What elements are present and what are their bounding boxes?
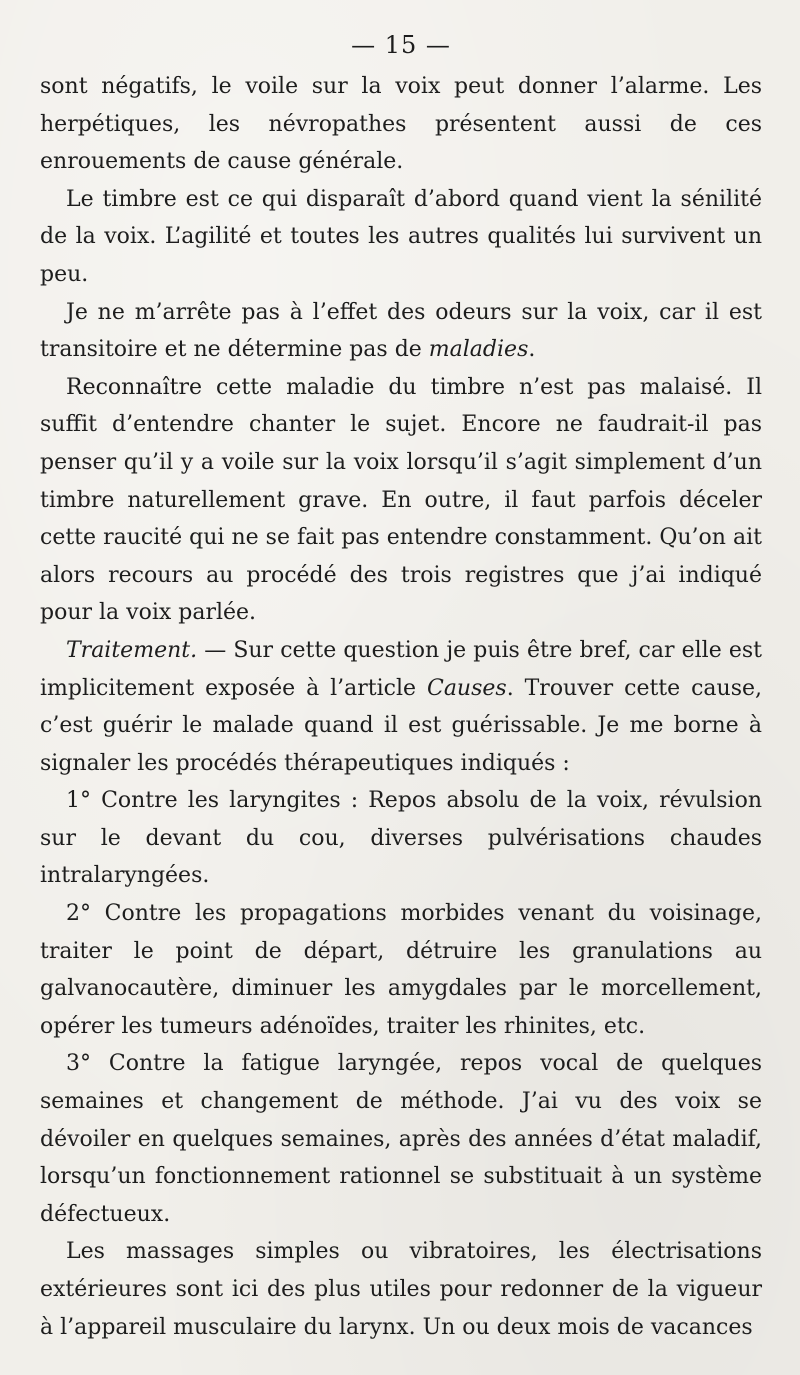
paragraph-5-text-end: . Trouver cette cause, c’est guérir le malade quand il est guérissable. Je me borne à signaler les procédés thérapeutiques indiqués : (40, 675, 762, 776)
paragraph-4-text: Reconnaître cette maladie du timbre n’est pas malaisé. Il suffit d’entendre chanter le sujet. Encore ne faudrait-il pas penser qu’il y a voile sur la voix lorsqu’il s’agit simplement d’un timbre naturellement grave. En outre, il faut parfois déceler cette raucité qui ne se fait pas entendre constamment. Qu’on ait alors recours au procédé des trois registres que j’ai indiqué pour la voix parlée. (40, 374, 762, 626)
paragraph-5-text: — Sur cette question je puis être bref, car elle est implicitement exposée à l’article (40, 637, 762, 701)
paragraph-7-text: 2° Contre les propagations morbides venant du voisinage, traiter le point de départ, détruire les granulations au galvanocautère, diminuer les amygdales par le morcellement, opérer les tumeurs adénoïdes, traiter les rhinites, etc. (40, 901, 762, 1039)
paragraph-1 (40, 68, 762, 181)
paragraph-5-italic-word: Causes (426, 675, 507, 701)
paragraph-8 (40, 1045, 762, 1233)
paragraph-9 (40, 1233, 762, 1346)
paragraph-6-text: 1° Contre les laryngites : Repos absolu de la voix, révulsion sur le devant du cou, diverses pulvérisations chaudes intralaryngées. (40, 788, 762, 889)
page-number: — 15 — (351, 31, 451, 59)
paragraph-5 (40, 632, 762, 782)
paragraph-5-heading: Traitement. (66, 637, 198, 663)
paragraph-2 (40, 181, 762, 294)
paragraph-1-text: sont négatifs, le voile sur la voix peut donner l’alarme. Les herpétiques, les névropathes présentent aussi de ces enrouements de cause générale. (40, 74, 762, 175)
paragraph-3-text-end: . (528, 337, 536, 363)
paragraph-2-text: Le timbre est ce qui disparaît d’abord quand vient la sénilité de la voix. L’agilité et toutes les autres qualités lui survivent un peu. (40, 186, 762, 287)
paragraph-8-text: 3° Contre la fatigue laryngée, repos vocal de quelques semaines et changement de méthode. J’ai vu des voix se dévoiler en quelques semaines, après des années d’état maladif, lorsqu’un fonctionnement rationnel se substituait à un système défectueux. (40, 1051, 762, 1227)
paragraph-6 (40, 782, 762, 895)
paragraph-3-italic-word: maladies (428, 337, 529, 363)
paragraph-4 (40, 369, 762, 632)
paragraph-3 (40, 294, 762, 369)
paragraph-3-text: Je ne m’arrête pas à l’effet des odeurs sur la voix, car il est transitoire et ne détermine pas de (40, 299, 762, 363)
paragraph-9-text: Les massages simples ou vibratoires, les électrisations extérieures sont ici des plus utiles pour redonner de la vigueur à l’appareil musculaire du larynx. Un ou deux mois de vacances (40, 1239, 762, 1340)
paragraph-7 (40, 895, 762, 1045)
